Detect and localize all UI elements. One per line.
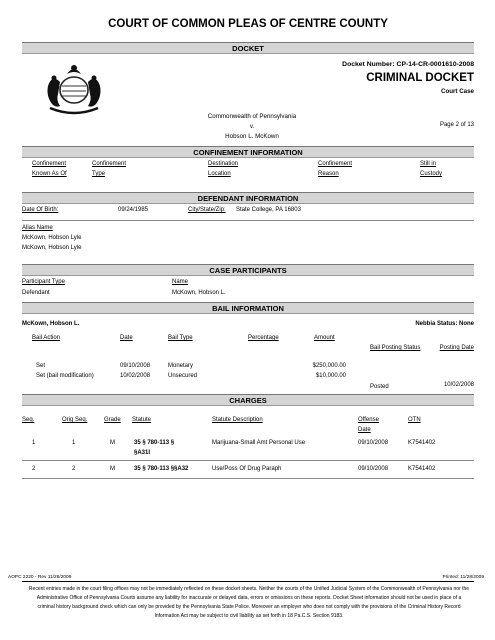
dob-label: Date Of Birth:	[22, 207, 59, 213]
pennsylvania-seal-icon	[42, 56, 106, 116]
docket-bar: DOCKET	[22, 42, 474, 54]
charge-seq: 2	[32, 466, 36, 472]
charges-col-offense-line1: Offense	[358, 417, 379, 423]
bail-col-type: Bail Type	[168, 335, 193, 341]
alias-name: McKown, Hobson Lyle	[22, 245, 82, 251]
confinement-bar: CONFINEMENT INFORMATION	[22, 146, 474, 158]
printed-date: Printed: 11/28/2009	[442, 575, 484, 580]
charge-otn: K7541402	[408, 466, 436, 472]
confinement-col5-line1: Still in	[420, 161, 437, 167]
participant-type-value: Defendant	[22, 290, 50, 296]
bail-row-date: 10/02/2008	[120, 373, 151, 379]
docket-number: Docket Number: CP-14-CR-0001610-2008	[342, 61, 474, 68]
charge-seq: 1	[32, 440, 36, 446]
alias-name: McKown, Hobson Lyle	[22, 235, 82, 241]
charges-col-description: Statute Description	[212, 417, 263, 423]
charge-grade: M	[110, 440, 115, 446]
charge-statute: 35 § 780-113 §§A32	[134, 466, 189, 472]
charge-offense-date: 09/10/2008	[358, 466, 389, 472]
confinement-col3-line2: Location	[208, 171, 231, 177]
page-number: Page 2 of 13	[439, 122, 474, 128]
charges-col-orig-seq: Orig Seq.	[62, 417, 88, 423]
participant-name-label: Name	[172, 279, 189, 285]
defendant-bar: DEFENDANT INFORMATION	[22, 192, 474, 204]
charge-orig-seq: 1	[72, 440, 76, 446]
bail-col-amount: Amount	[314, 335, 335, 341]
bail-col-action: Bail Action	[32, 335, 61, 341]
confinement-col4-line2: Reason	[318, 171, 339, 177]
charge-description: Marijuana-Small Amt Personal Use	[212, 440, 306, 446]
case-type: Court Case	[440, 88, 474, 95]
alias-label: Alias Name	[22, 225, 53, 231]
confinement-col2-line2: Type	[92, 171, 106, 177]
dob-value: 09/24/1985	[118, 207, 149, 213]
charge-statute: 35 § 780-113 §	[134, 440, 175, 446]
divider	[22, 460, 474, 461]
participant-name-value: McKown, Hobson L.	[172, 290, 226, 296]
confinement-col4-line1: Confinement	[318, 161, 353, 167]
charges-col-offense-line2: Date	[358, 427, 371, 433]
bail-col-percentage: Percentage	[248, 335, 279, 341]
disclaimer: Recent entries made in the court filing offices may not be immediately reflected on these docket sheets. Neither the courts of the Unified Judicial System of the Commonwealth of Pennsylvania nor the Administrative Office of Pennsylvania Courts assume any liability for inaccurate or delayed data, errors or omissions on these reports. Docket Sheet information should not be used in place of a criminal history background check which can only be provided by the Pennsylvania State Police. Moreover an employer who does not comply with the provisions of the Criminal History Record Information Act may be subject to civil liability as set forth in 18 Pa.C.S. Section 9183.	[28, 586, 470, 619]
confinement-col5-line2: Custody	[420, 171, 443, 177]
charges-col-grade: Grade	[104, 417, 121, 423]
charge-description: Use/Poss Of Drug Paraph	[212, 466, 282, 472]
city-label: City/State/Zip:	[188, 207, 226, 213]
divider	[22, 220, 474, 221]
charge-offense-date: 09/10/2008	[358, 440, 389, 446]
participants-bar: CASE PARTICIPANTS	[22, 264, 474, 276]
charge-grade: M	[110, 466, 115, 472]
court-title: COURT OF COMMON PLEAS OF CENTRE COUNTY	[108, 18, 388, 30]
footer-rule	[22, 581, 474, 582]
bail-row-action: Set (bail modification)	[36, 373, 94, 379]
confinement-col2-line1: Confinement	[92, 161, 127, 167]
bail-row-date: 09/10/2008	[120, 363, 151, 369]
caption-defendant: Hobson L. McKown	[225, 133, 279, 140]
docket-type: CRIMINAL DOCKET	[366, 72, 474, 84]
docket-page	[8, 18, 484, 619]
confinement-col3-line1: Destination	[208, 161, 239, 167]
form-id: AOPC 2220 - Rev 11/28/2009	[8, 575, 72, 580]
bail-row-amount: $10,000.00	[315, 373, 346, 379]
bail-posting-status: Posted	[370, 384, 389, 390]
bail-row-type: Unsecured	[168, 373, 198, 379]
bail-bar: BAIL INFORMATION	[22, 302, 474, 314]
bail-row-type: Monetary	[168, 363, 194, 369]
confinement-col1-line1: Confinement	[32, 161, 67, 167]
charge-orig-seq: 2	[72, 466, 76, 472]
city-value: State College, PA 16803	[236, 207, 301, 213]
charge-statute-cont: §A31I	[134, 450, 151, 456]
caption-plaintiff: Commonwealth of Pennsylvania	[207, 113, 297, 120]
bail-col-posting-status: Bail Posting Status	[370, 345, 421, 351]
caption-v: v.	[249, 123, 255, 130]
confinement-col1-line2: Known As Of	[32, 171, 67, 177]
charges-col-statute: Statute	[132, 417, 152, 423]
charges-col-seq: Seq.	[22, 417, 35, 423]
participant-type-label: Participant Type	[22, 279, 65, 285]
bail-row-amount: $250,000.00	[312, 363, 346, 369]
nebbia-status: Nebbia Status: None	[415, 321, 474, 327]
charges-col-otn: OTN	[408, 417, 421, 423]
bail-col-posting-date: Posting Date	[439, 345, 474, 351]
divider	[22, 478, 474, 479]
bail-row-action: Set	[36, 363, 46, 369]
bail-posting-date: 10/02/2008	[443, 382, 474, 388]
bail-defendant-name: McKown, Hobson L.	[22, 321, 80, 327]
bail-col-date: Date	[120, 335, 133, 341]
charge-otn: K7541402	[408, 440, 436, 446]
charges-bar: CHARGES	[22, 394, 474, 406]
